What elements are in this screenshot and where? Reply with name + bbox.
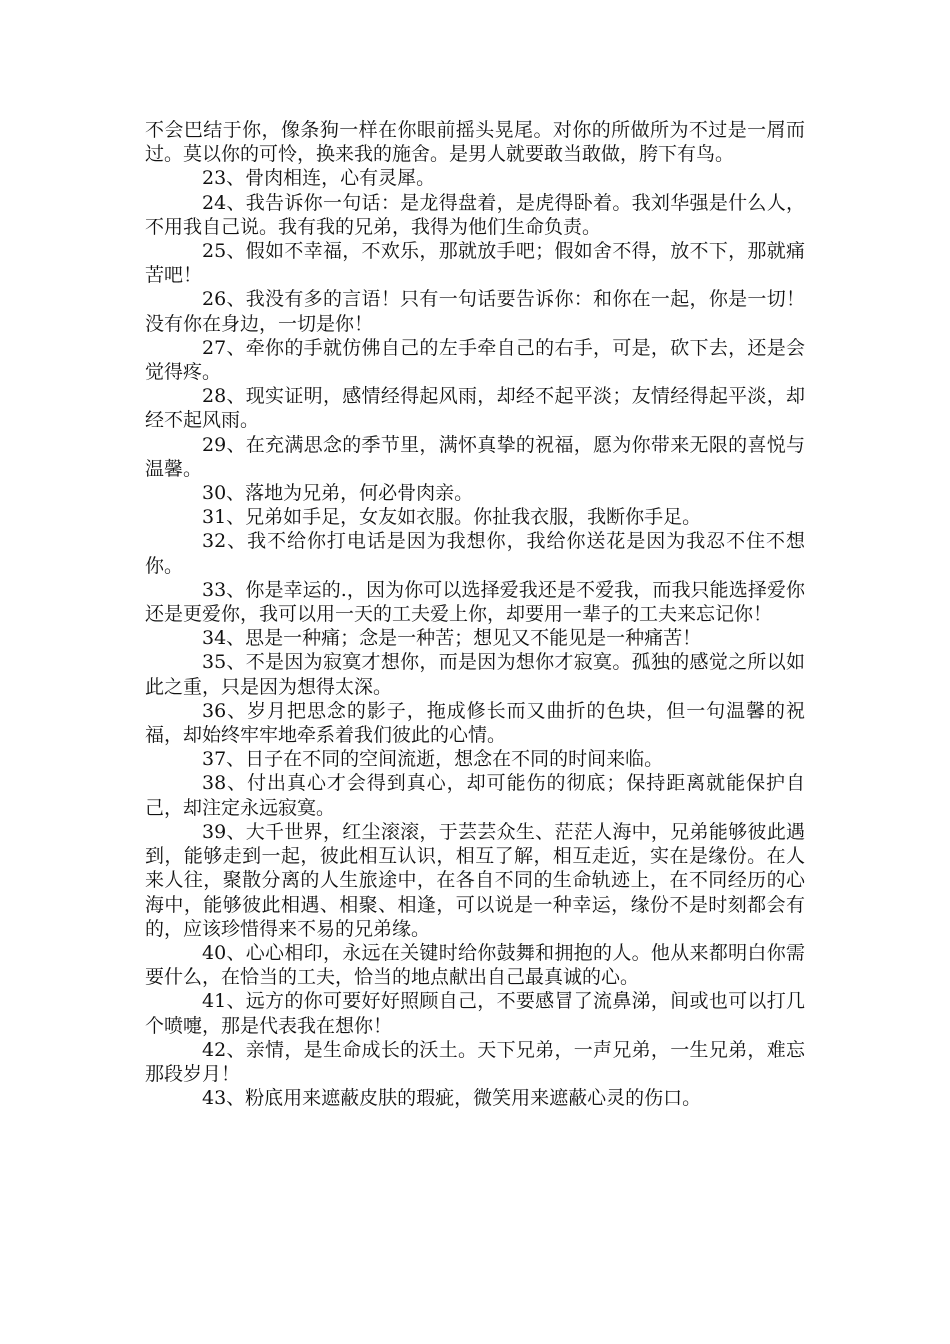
paragraph: 31、兄弟如手足，女友如衣服。你扯我衣服，我断你手足。: [202, 506, 702, 529]
paragraph: 25、假如不幸福，不欢乐，那就放手吧；假如舍不得，放不下，那就痛苦吧！: [145, 240, 805, 287]
paragraph: 40、心心相印，永远在关键时给你鼓舞和拥抱的人。他从来都明白你需要什么，在恰当的工夫，恰当的地点献出自己最真诚的心。: [145, 941, 805, 989]
paragraph: 34、思是一种痛；念是一种苦；想见又不能见是一种痛苦！: [202, 627, 702, 650]
paragraph: 26、我没有多的言语！只有一句话要告诉你：和你在一起，你是一切！没有你在身边，一切是你！: [145, 288, 805, 335]
paragraph: 38、付出真心才会得到真心，却可能伤的彻底；保持距离就能保护自己，却注定永远寂寞。: [145, 772, 805, 819]
paragraph: 42、亲情，是生命成长的沃土。天下兄弟，一声兄弟，一生兄弟，难忘那段岁月！: [145, 1038, 805, 1085]
paragraph: 41、远方的你可要好好照顾自己，不要感冒了流鼻涕，间或也可以打几个喷嚏，那是代表我在想你！: [145, 990, 805, 1037]
paragraph: 23、骨肉相连，心有灵犀。: [202, 167, 436, 190]
paragraph: 36、岁月把思念的影子，拖成修长而又曲折的色块，但一句温馨的祝福，却始终牢牢地牵系着我们彼此的心情。: [145, 699, 805, 747]
paragraph: 39、大千世界，红尘滚滚，于芸芸众生、茫茫人海中，兄弟能够彼此遇到，能够走到一起，彼此相互认识，相互了解，相互走近，实在是缘份。在人来人往，聚散分离的人生旅途中，在各自不同的生命轨迹上，在不同经历的心海中，能够彼此相遇、相聚、相逢，可以说是一种幸运，缘份不是时刻都会有的，应该珍惜得来不易的兄弟缘。: [145, 820, 805, 940]
paragraph: 28、现实证明，感情经得起风雨，却经不起平淡；友情经得起平淡，却经不起风雨。: [145, 385, 805, 432]
paragraph: 33、你是幸运的.，因为你可以选择爱我还是不爱我，而我只能选择爱你还是更爱你，我可以用一天的工夫爱上你，却要用一辈子的工夫来忘记你！: [145, 578, 805, 626]
paragraph: 35、不是因为寂寞才想你，而是因为想你才寂寞。孤独的感觉之所以如此之重，只是因为想得太深。: [145, 651, 805, 698]
paragraph: 27、牵你的手就仿佛自己的左手牵自己的右手，可是，砍下去，还是会觉得疼。: [145, 336, 805, 384]
document-body: [145, 118, 805, 1110]
paragraph: 37、日子在不同的空间流逝，想念在不同的时间来临。: [202, 748, 664, 771]
paragraph: 29、在充满思念的季节里，满怀真挚的祝福，愿为你带来无限的喜悦与温馨。: [145, 433, 805, 480]
paragraph: 24、我告诉你一句话：是龙得盘着，是虎得卧着。我刘华强是什么人，不用我自己说。我有我的兄弟，我得为他们生命负责。: [145, 191, 805, 238]
paragraph: 30、落地为兄弟，何必骨肉亲。: [202, 482, 474, 505]
paragraph: 不会巴结于你，像条狗一样在你眼前摇头晃尾。对你的所做所为不过是一屑而过。莫以你的可怜，换来我的施舍。是男人就要敢当敢做，胯下有鸟。: [145, 119, 805, 166]
paragraph: 32、我不给你打电话是因为我想你，我给你送花是因为我忍不住不想你。: [145, 530, 805, 577]
paragraph: 43、粉底用来遮蔽皮肤的瑕疵，微笑用来遮蔽心灵的伤口。: [202, 1087, 702, 1110]
